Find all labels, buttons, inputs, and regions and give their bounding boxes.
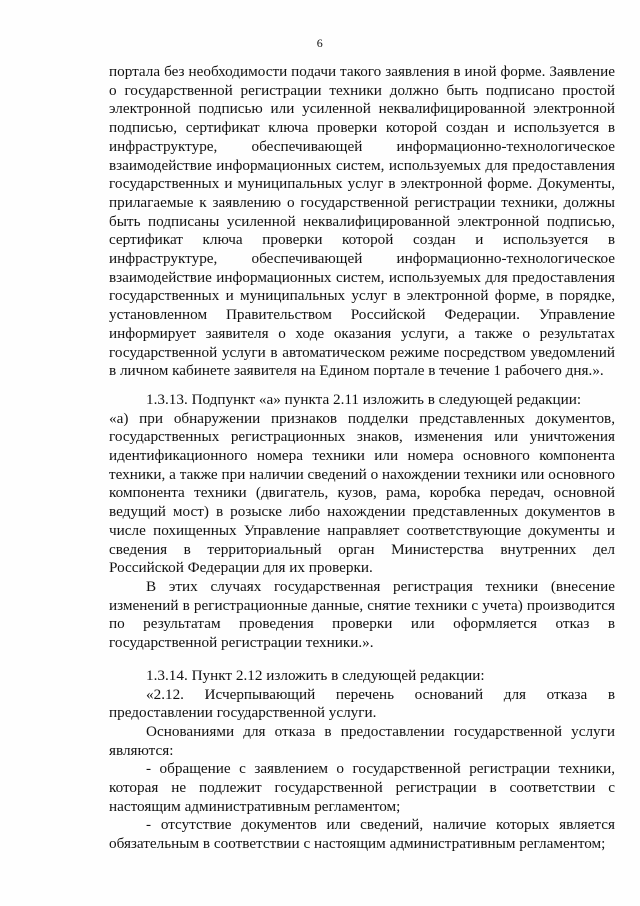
paragraph-subitem-a: «а) при обнаружении признаков подделки представленных документов, государственных регистрационных знаков, изменения или уничтожения идентификационного номера техники или номера основного компонента техники, а также при наличии сведений о нахождении техники или основного компонента техники (двигатель, кузов, рама, коробка передач, основной ведущий мост) в розыске либо нахождении представленных документов в числе похищенных Управление направляет соответствующие документы и сведения в территориальный орган Министерства внутренних дел Российской Федерации для их проверки. <box>109 409 615 577</box>
list-item-ground-not-subject: - обращение с заявлением о государственной регистрации техники, которая не подлежит государственной регистрации в соответствии с настоящим административным регламентом; <box>109 760 615 815</box>
paragraph-gap <box>109 381 615 391</box>
list-item-ground-missing-documents: - отсутствие документов или сведений, наличие которых является обязательным в соответствии с настоящим административным регламентом; <box>109 816 615 853</box>
page-number: 6 <box>316 36 324 50</box>
document-body <box>109 63 615 854</box>
paragraph-registration-check: В этих случаях государственная регистрация техники (внесение изменений в регистрационные данные, снятие техники с учета) производится по результатам проведения проверки или оформляется отказ в государственной регистрации техники.». <box>109 577 615 652</box>
paragraph-gap <box>109 653 615 667</box>
paragraph-1-3-13-heading: 1.3.13. Подпункт «а» пункта 2.11 изложить в следующей редакции: <box>146 390 582 408</box>
paragraph-1-3-14-heading: 1.3.14. Пункт 2.12 изложить в следующей редакции: <box>146 666 485 684</box>
paragraph-portal-signature: портала без необходимости подачи такого заявления в иной форме. Заявление о государственной регистрации техники должно быть подписано простой электронной подписью или усиленной неквалифицированной электронной подписью, сертификат ключа проверки которой создан и используется в инфраструктуре, обеспечивающей информационно-технологическое взаимодействие информационных систем, используемых для предоставления государственных и муниципальных услуг в электронной форме. Документы, прилагаемые к заявлению о государственной регистрации техники, должны быть подписаны усиленной неквалифицированной электронной подписью, сертификат ключа проверки которой создан и используется в инфраструктуре, обеспечивающей информационно-технологическое взаимодействие информационных систем, используемых для предоставления государственных и муниципальных услуг в электронной форме, в порядке, установленном Правительством Российской Федерации. Управление информирует заявителя о ходе оказания услуги, а также о результатах государственной услуги в автоматическом режиме посредством уведомлений в личном кабинете заявителя на Едином портале в течение 1 рабочего дня.». <box>109 63 615 380</box>
paragraph-2-12-title: «2.12. Исчерпывающий перечень оснований для отказа в предоставлении государственной услуги. <box>109 685 615 722</box>
paragraph-grounds-intro: Основаниями для отказа в предоставлении государственной услуги являются: <box>109 722 615 759</box>
